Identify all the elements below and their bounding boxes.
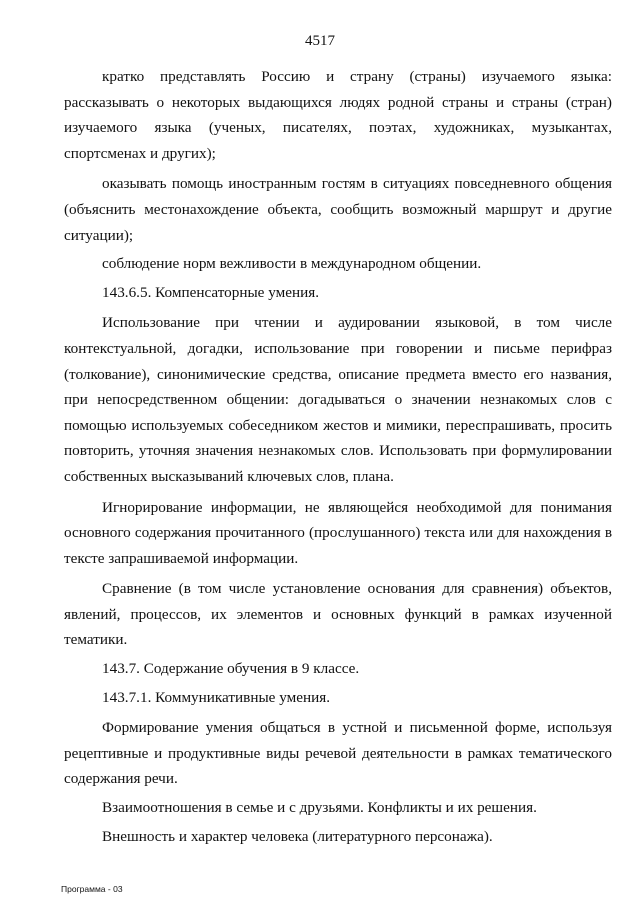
- paragraph-guessing-usage: Использование при чтении и аудировании языковой, в том числе контекстуальной, догадки, использование при говорении и письме перифраз (толкование), синонимические средства, описание предмета вместо его названия, при непосредственном общении: догадываться о значении незнакомых слов с помощью используемых собеседником жестов и мимики, переспрашивать, просить повторить, уточняя значения незнакомых слов. Использовать при формулировании собственных высказываний ключевых слов, плана.: [64, 314, 612, 485]
- document-body: [64, 64, 612, 849]
- paragraph-forming-communication-skills: Формирование умения общаться в устной и письменной форме, используя рецептивные и продуктивные виды речевой деятельности в рамках тематического содержания речи.: [64, 719, 612, 788]
- paragraph-comparison: Сравнение (в том числе установление основания для сравнения) объектов, явлений, процессов, их элементов и основных функций в рамках изученной тематики.: [64, 580, 612, 649]
- section-heading-grade-9-content: 143.7. Содержание обучения в 9 классе.: [102, 660, 360, 678]
- paragraph-appearance-character: Внешность и характер человека (литературного персонажа).: [102, 827, 493, 845]
- paragraph-ignoring-information: Игнорирование информации, не являющейся необходимой для понимания основного содержания прочитанного (прослушанного) текста или для нахождения в тексте запрашиваемой информации.: [64, 498, 612, 567]
- paragraph-present-country: кратко представлять Россию и страну (страны) изучаемого языка: рассказывать о некоторых выдающихся людях родной страны и страны (стран) изучаемого языка (ученых, писателях, поэтах, художниках, музыкантах, спортсменах и других);: [64, 68, 612, 162]
- section-heading-communicative-skills: 143.7.1. Коммуникативные умения.: [102, 688, 330, 706]
- paragraph-family-friends: Взаимоотношения в семье и с друзьями. Конфликты и их решения.: [102, 799, 537, 817]
- section-heading-compensatory-skills: 143.6.5. Компенсаторные умения.: [102, 283, 319, 301]
- paragraph-politeness-norms: соблюдение норм вежливости в международном общении.: [102, 255, 482, 273]
- footer-program-label: Программа - 03: [61, 884, 123, 894]
- page-number: 4517: [305, 33, 335, 49]
- paragraph-help-foreign-guests: оказывать помощь иностранным гостям в ситуациях повседневного общения (объяснить местонахождение объекта, сообщить возможный маршрут и другие ситуации);: [64, 175, 612, 244]
